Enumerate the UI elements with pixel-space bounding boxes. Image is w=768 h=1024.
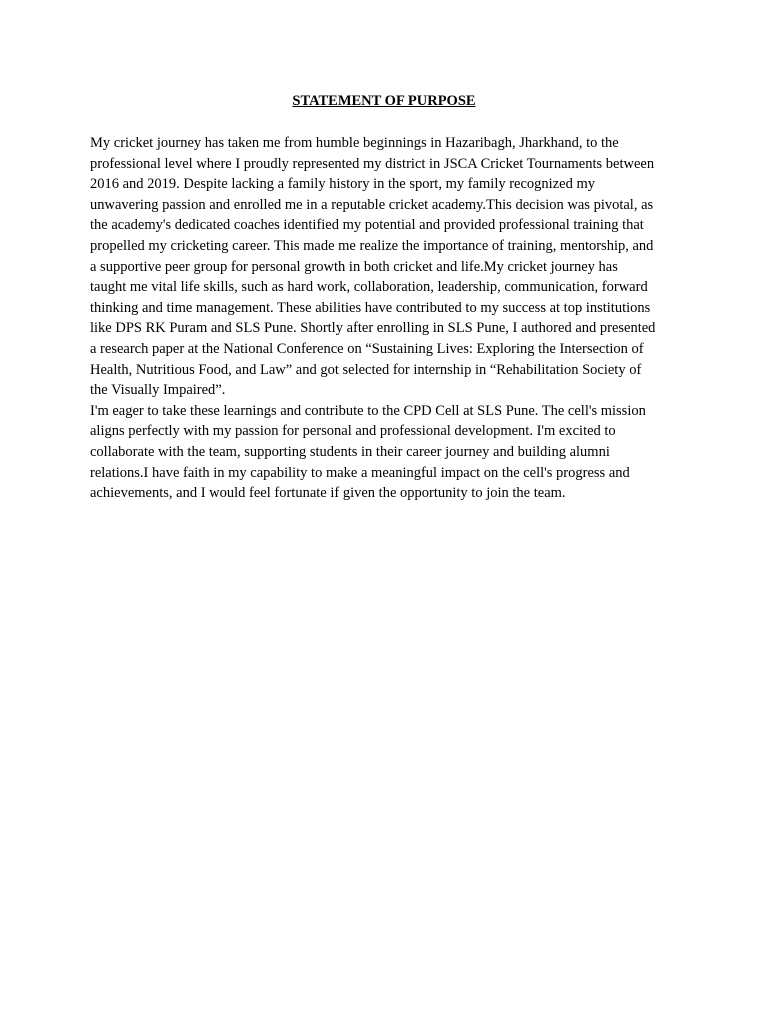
paragraph-1 (90, 133, 690, 401)
text-line: taught me vital life skills, such as hard work, collaboration, leadership, communication, forward (90, 279, 648, 296)
text-line: professional level where I proudly represented my district in JSCA Cricket Tournaments between (90, 155, 655, 172)
paragraph-2 (90, 401, 690, 504)
text-line: My cricket journey has taken me from humble beginnings in Hazaribagh, Jharkhand, to the (90, 135, 619, 151)
document-body (90, 133, 690, 504)
text-line: a research paper at the National Conference on “Sustaining Lives: Exploring the Intersection of (90, 340, 644, 357)
text-line: a supportive peer group for personal growth in both cricket and life.My cricket journey has (90, 258, 618, 275)
text-line: the Visually Impaired”. (90, 382, 226, 399)
text-line: unwavering passion and enrolled me in a reputable cricket academy.This decision was pivotal, as (90, 196, 654, 213)
text-line: Health, Nutritious Food, and Law” and got selected for internship in “Rehabilitation Society of (90, 361, 642, 378)
text-line: the academy's dedicated coaches identified my potential and provided professional training that (90, 217, 644, 234)
text-line: 2016 and 2019. Despite lacking a family history in the sport, my family recognized my (90, 176, 595, 193)
text-line: relations.I have faith in my capability to make a meaningful impact on the cell's progress and (90, 464, 630, 481)
text-line: collaborate with the team, supporting students in their career journey and building alumni (90, 443, 610, 460)
text-line: like DPS RK Puram and SLS Pune. Shortly after enrolling in SLS Pune, I authored and presented (90, 320, 656, 337)
text-line: I'm eager to take these learnings and contribute to the CPD Cell at SLS Pune. The cell's mission (90, 402, 646, 419)
document-title: STATEMENT OF PURPOSE (292, 93, 476, 109)
text-line: aligns perfectly with my passion for personal and professional development. I'm excited to (90, 423, 616, 440)
text-line: achievements, and I would feel fortunate if given the opportunity to join the team. (90, 485, 566, 502)
text-line: thinking and time management. These abilities have contributed to my success at top institutions (90, 299, 651, 316)
text-line: propelled my cricketing career. This made me realize the importance of training, mentorship, and (90, 237, 654, 254)
